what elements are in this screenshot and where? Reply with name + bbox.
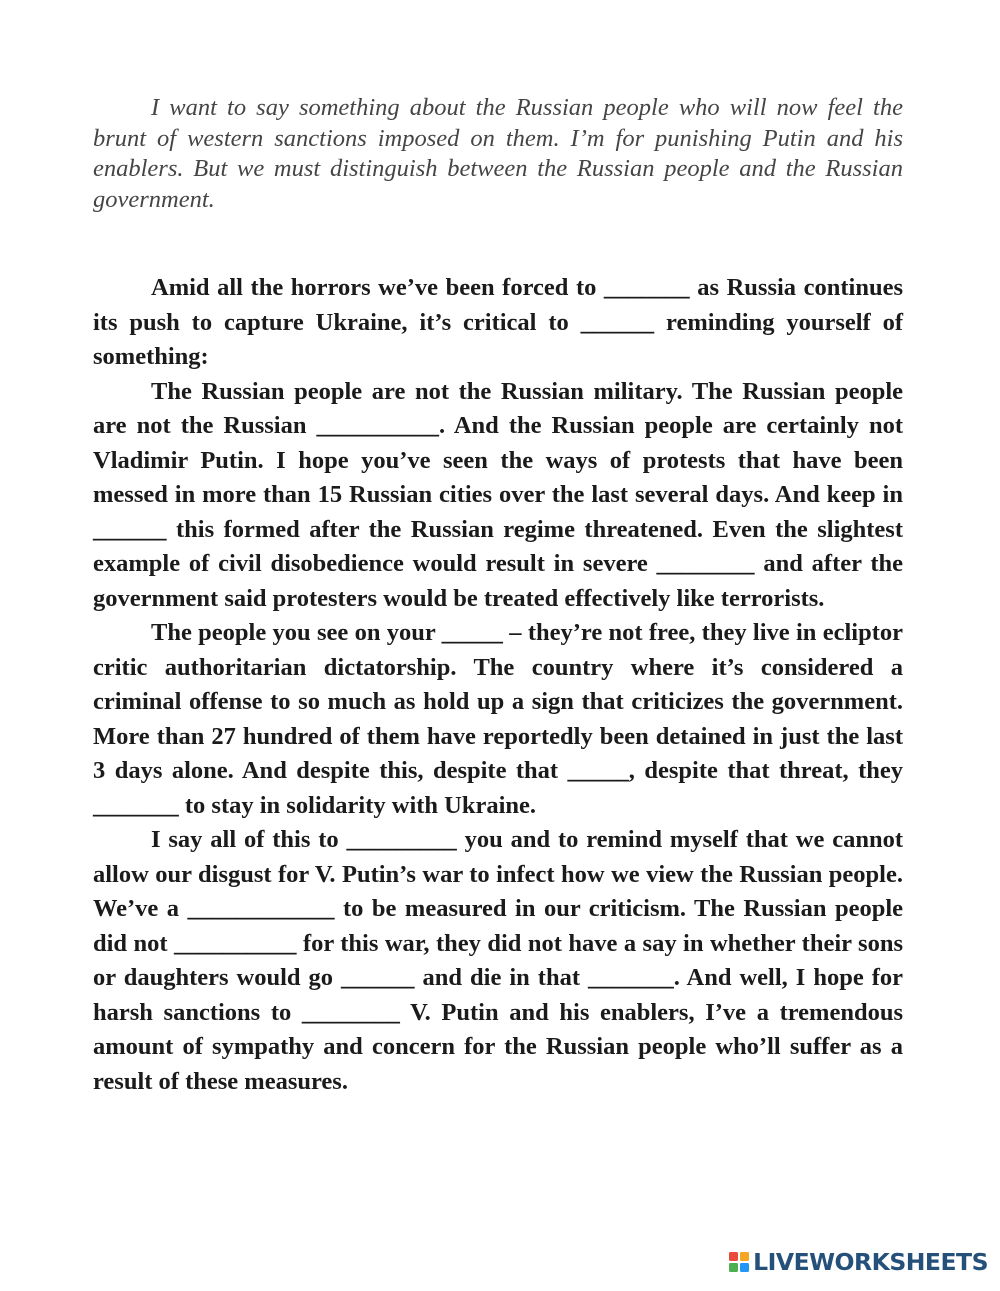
paragraph-1: Amid all the horrors we’ve been forced to _______ as Russia continues its push to capture Ukraine, it’s critical to ______ reminding yourself of something: [93, 274, 903, 370]
article-body [93, 271, 903, 1099]
paragraph-2: The Russian people are not the Russian military. The Russian people are not the Russian __________. And the Russian people are certainly not Vladimir Putin. I hope you’ve seen the ways of protests that have been messed in more than 15 Russian cities over the last several days. And keep in ______ this formed after the Russian regime threatened. Even the slightest example of civil disobedience would result in severe ________ and after the government said protesters would be treated effectively like terrorists. [93, 377, 903, 612]
liveworksheets-logo-icon [728, 1251, 750, 1273]
logo-square-4 [740, 1263, 749, 1272]
logo-text: LIVEWORKSHEETS [753, 1248, 988, 1276]
logo-square-1 [729, 1252, 738, 1261]
logo-square-2 [740, 1252, 749, 1261]
intro-paragraph: I want to say something about the Russian people who will now feel the brunt of western sanctions imposed on them. I’m for punishing Putin and his enablers. But we must distinguish between the Russian people and the Russian government. [93, 94, 903, 213]
paragraph-3: The people you see on your _____ – they’re not free, they live in ecliptor critic authoritarian dictatorship. The country where it’s considered a criminal offense to so much as hold up a sign that criticizes the government. More than 27 hundred of them have reportedly been detained in just the last 3 days alone. And despite this, despite that _____, despite that threat, they _______ to stay in solidarity with Ukraine. [93, 619, 903, 819]
paragraph-4: I say all of this to _________ you and to remind myself that we cannot allow our disgust for V. Putin’s war to infect how we view the Russian people. We’ve a ____________ to be measured in our criticism. The Russian people did not __________ for this war, they did not have a say in whether their sons or daughters would go ______ and die in that _______. And well, I hope for harsh sanctions to ________ V. Putin and his enablers, I’ve a tremendous amount of sympathy and concern for the Russian people who’ll suffer as a result of these measures. [93, 826, 903, 1095]
logo-square-3 [729, 1263, 738, 1272]
liveworksheets-logo [728, 1247, 988, 1277]
